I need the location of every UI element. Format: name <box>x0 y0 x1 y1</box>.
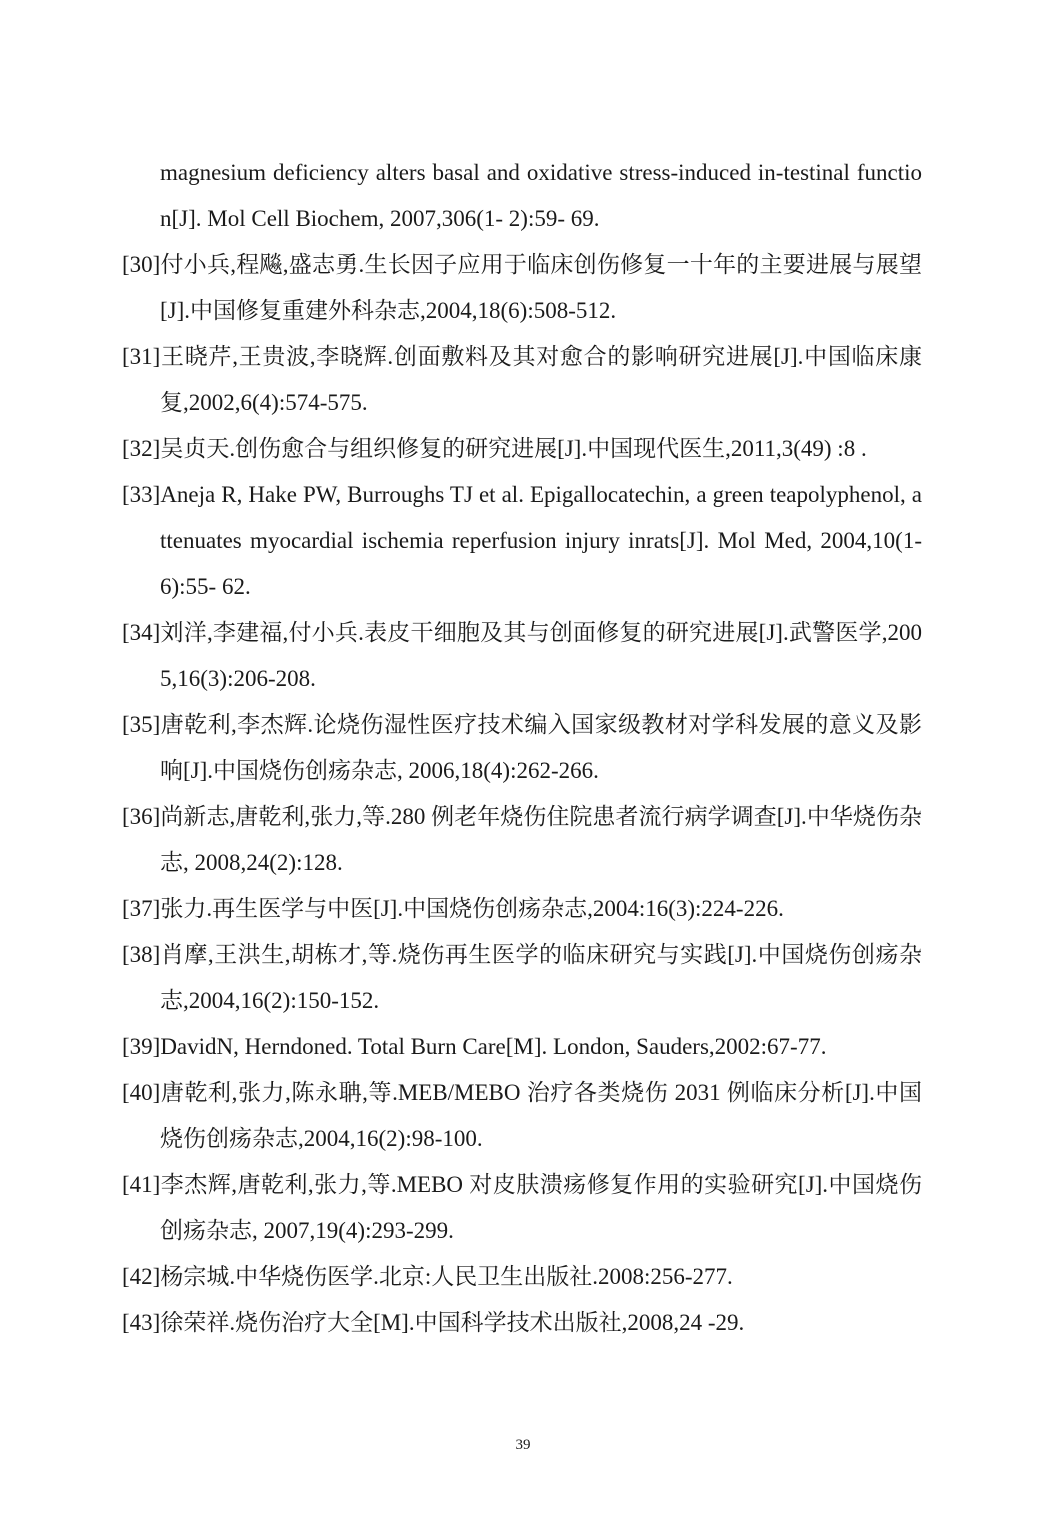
reference-entry: magnesium deficiency alters basal and oxidative stress-induced in-testinal function[J]. Mol Cell Biochem, 2007,306(1- 2):59- 69. <box>160 160 922 231</box>
reference-entry: [32]吴贞天.创伤愈合与组织修复的研究进展[J].中国现代医生,2011,3(49) :8 . <box>122 436 867 461</box>
reference-entry: [34]刘洋,李建福,付小兵.表皮干细胞及其与创面修复的研究进展[J].武警医学,2005,16(3):206-208. <box>122 620 922 691</box>
page-number: 39 <box>515 1437 531 1453</box>
reference-entry: [33]Aneja R, Hake PW, Burroughs TJ et al. Epigallocatechin, a green teapolyphenol, attenuates myocardial ischemia reperfusion injury inrats[J]. Mol Med, 2004,10(1- 6):55- 62. <box>122 482 922 599</box>
reference-list <box>122 150 922 1346</box>
reference-entry: [31]王晓芹,王贵波,李晓辉.创面敷料及其对愈合的影响研究进展[J].中国临床康复,2002,6(4):574-575. <box>122 344 922 415</box>
reference-entry: [35]唐乾利,李杰辉.论烧伤湿性医疗技术编入国家级教材对学科发展的意义及影响[J].中国烧伤创疡杂志, 2006,18(4):262-266. <box>122 712 922 783</box>
reference-entry: [42]杨宗城.中华烧伤医学.北京:人民卫生出版社.2008:256-277. <box>122 1264 733 1289</box>
reference-entry: [30]付小兵,程飚,盛志勇.生长因子应用于临床创伤修复一十年的主要进展与展望[J].中国修复重建外科杂志,2004,18(6):508-512. <box>122 252 922 323</box>
reference-entry: [37]张力.再生医学与中医[J].中国烧伤创疡杂志,2004:16(3):224-226. <box>122 896 784 921</box>
reference-entry: [41]李杰辉,唐乾利,张力,等.MEBO 对皮肤溃疡修复作用的实验研究[J].中国烧伤创疡杂志, 2007,19(4):293-299. <box>122 1172 922 1243</box>
reference-entry: [36]尚新志,唐乾利,张力,等.280 例老年烧伤住院患者流行病学调查[J].中华烧伤杂志, 2008,24(2):128. <box>122 804 922 875</box>
reference-entry: [40]唐乾利,张力,陈永聃,等.MEB/MEBO 治疗各类烧伤 2031 例临床分析[J].中国烧伤创疡杂志,2004,16(2):98-100. <box>122 1080 922 1151</box>
reference-entry: [39]DavidN, Herndoned. Total Burn Care[M]. London, Sauders,2002:67-77. <box>122 1034 827 1059</box>
reference-entry: [43]徐荣祥.烧伤治疗大全[M].中国科学技术出版社,2008,24 -29. <box>122 1310 745 1335</box>
reference-entry: [38]肖摩,王洪生,胡栋才,等.烧伤再生医学的临床研究与实践[J].中国烧伤创疡杂志,2004,16(2):150-152. <box>122 942 922 1013</box>
